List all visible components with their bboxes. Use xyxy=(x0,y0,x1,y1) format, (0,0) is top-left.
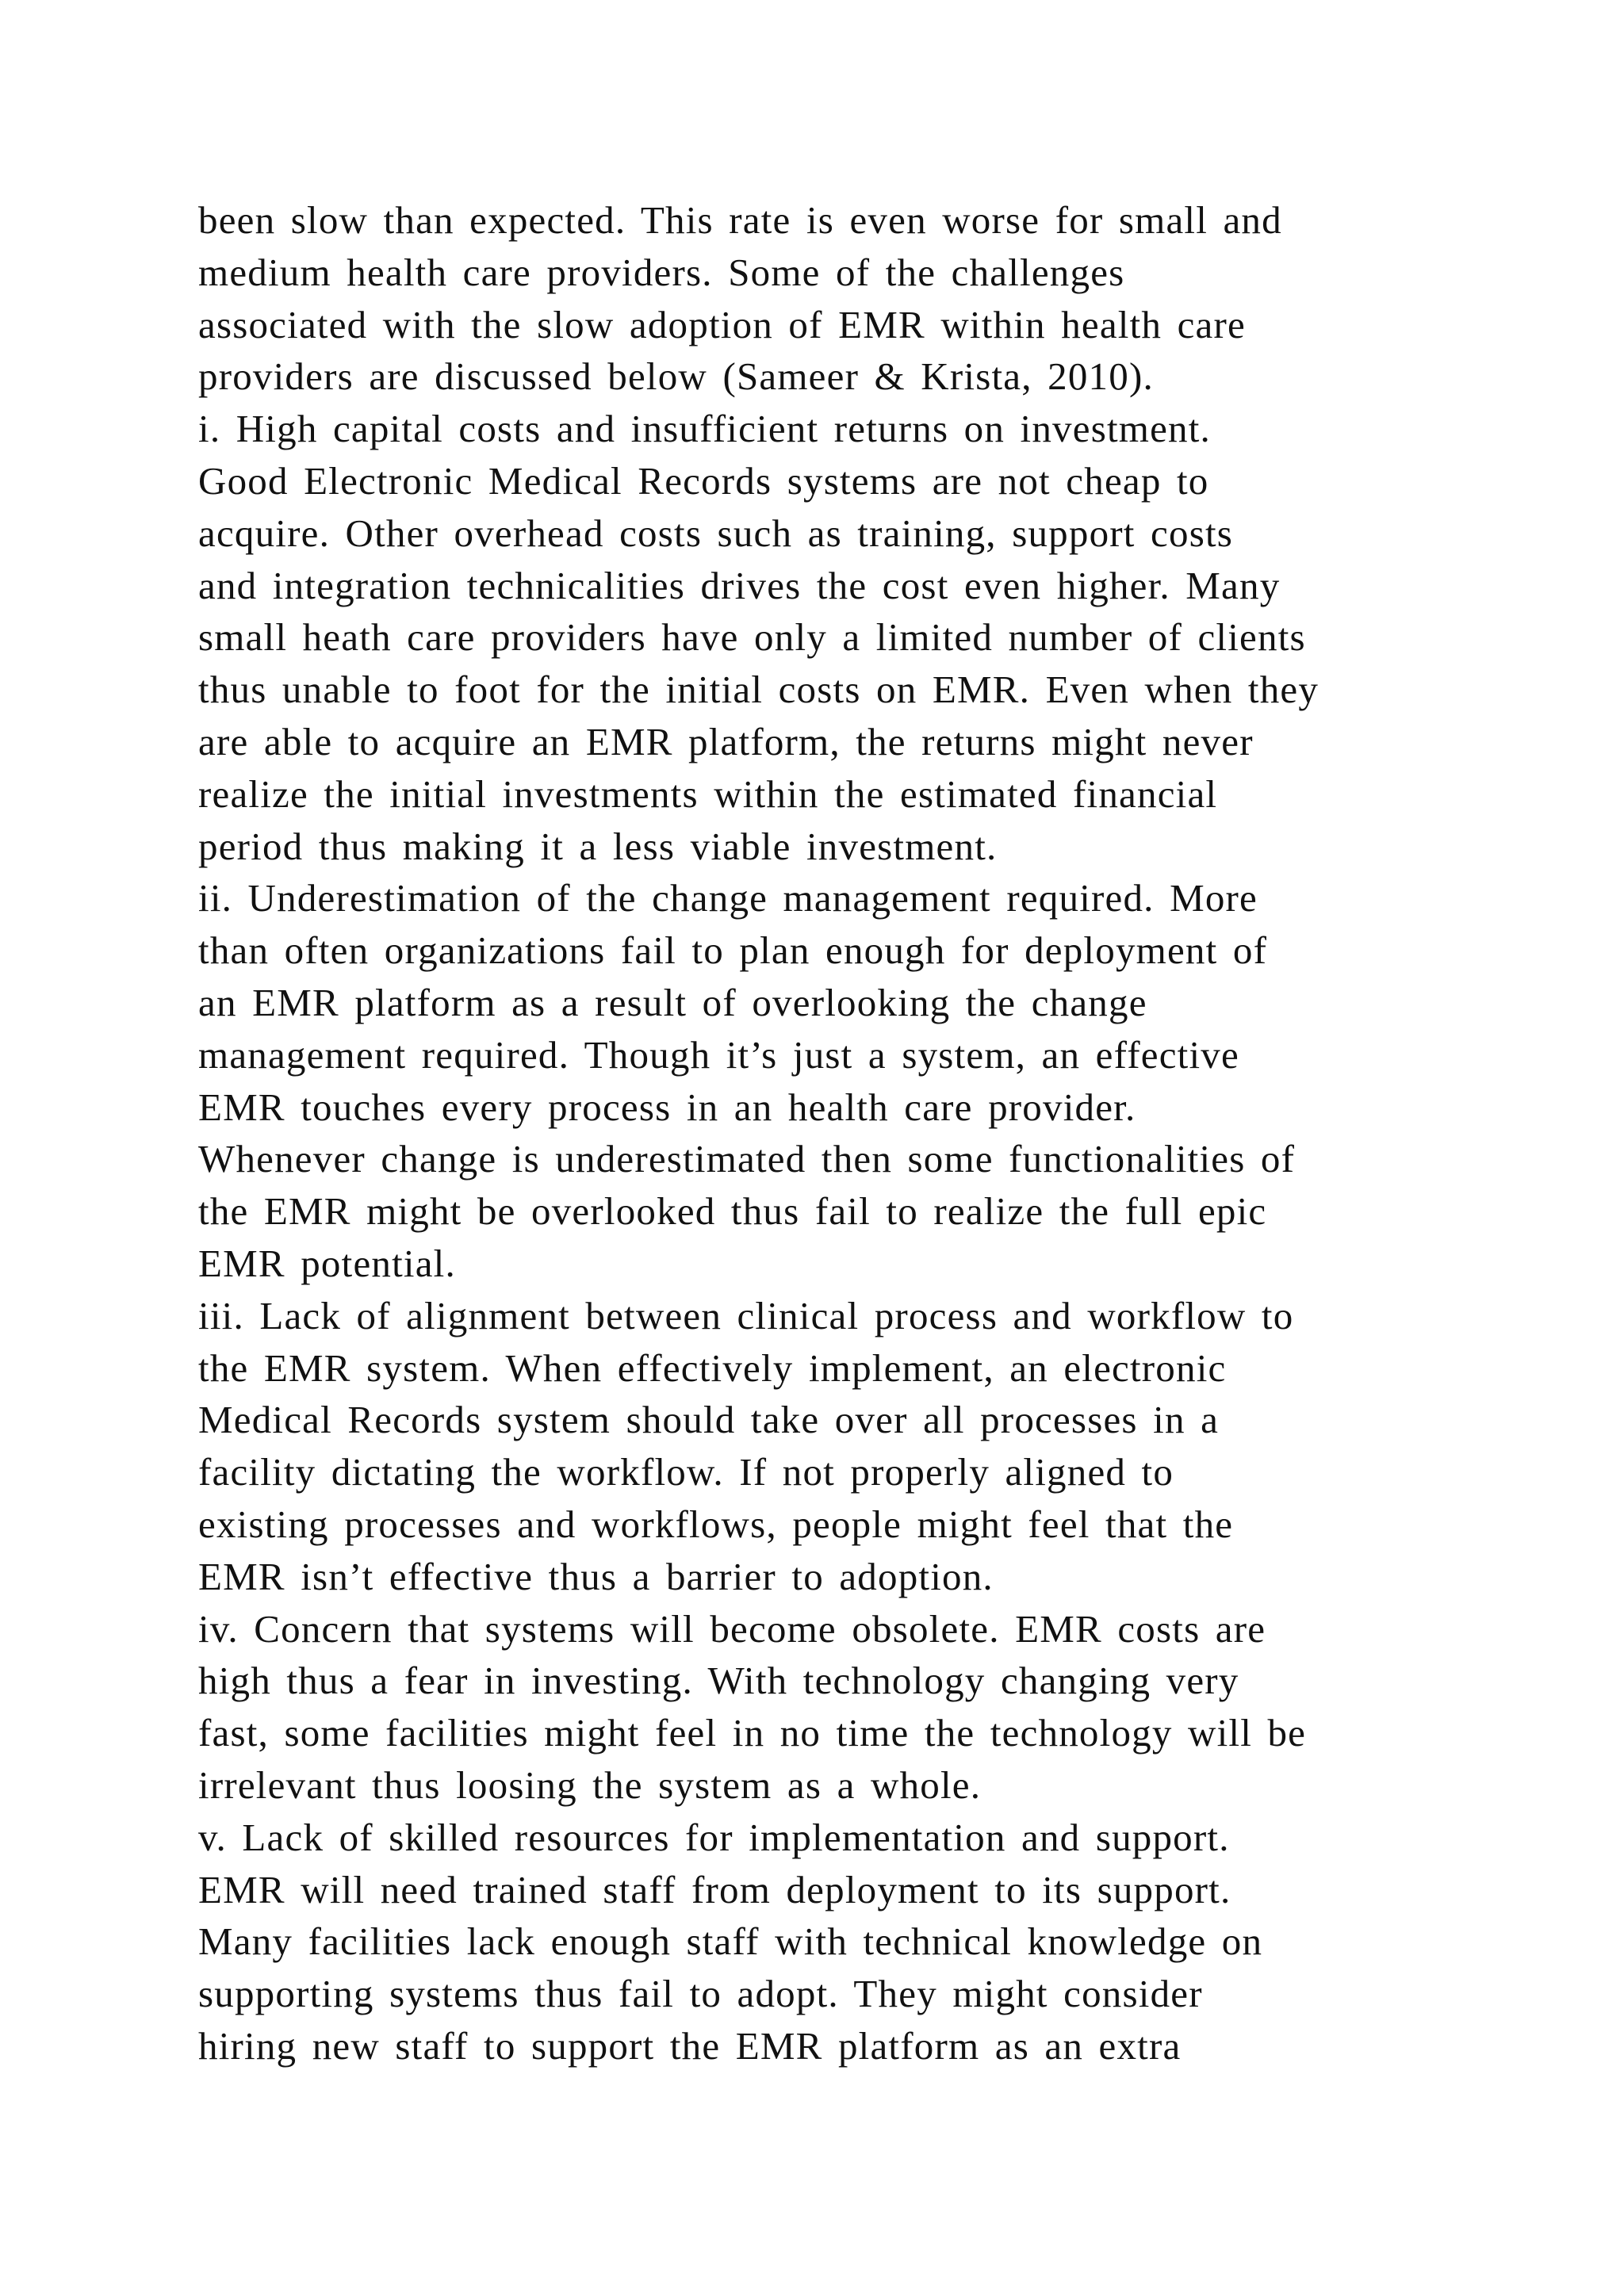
text-line: and integration technicalities drives the cost even higher. Many xyxy=(198,563,1281,607)
text-line: EMR will need trained staff from deployment to its support. xyxy=(198,1867,1231,1911)
text-line: existing processes and workflows, people might feel that the xyxy=(198,1502,1234,1546)
text-line: been slow than expected. This rate is even worse for small and xyxy=(198,198,1282,242)
text-line: management required. Though it’s just a system, an effective xyxy=(198,1032,1239,1077)
text-line: period thus making it a less viable investment. xyxy=(198,824,998,868)
text-line: small heath care providers have only a limited number of clients xyxy=(198,615,1306,660)
text-line: acquire. Other overhead costs such as training, support costs xyxy=(198,511,1234,555)
text-line: high thus a fear in investing. With technology changing very xyxy=(198,1659,1239,1703)
text-line: iv. Concern that systems will become obsolete. EMR costs are xyxy=(198,1606,1266,1651)
text-line: irrelevant thus loosing the system as a whole. xyxy=(198,1762,982,1807)
body-text xyxy=(198,194,1483,2072)
text-line: Many facilities lack enough staff with technical knowledge on xyxy=(198,1919,1263,1964)
text-line: Whenever change is underestimated then some functionalities of xyxy=(198,1137,1296,1181)
text-line: ii. Underestimation of the change management required. More xyxy=(198,876,1258,920)
text-line: supporting systems thus fail to adopt. They might consider xyxy=(198,1972,1203,2016)
text-line: hiring new staff to support the EMR platform as an extra xyxy=(198,2023,1182,2068)
text-line: EMR isn’t effective thus a barrier to adoption. xyxy=(198,1554,994,1598)
text-line: fast, some facilities might feel in no time the technology will be xyxy=(198,1711,1307,1755)
text-line: thus unable to foot for the initial costs on EMR. Even when they xyxy=(198,668,1320,712)
text-line: associated with the slow adoption of EMR within health care xyxy=(198,302,1246,346)
text-line: EMR potential. xyxy=(198,1241,456,1285)
text-line: v. Lack of skilled resources for implementation and support. xyxy=(198,1815,1230,1859)
text-line: the EMR system. When effectively implement, an electronic xyxy=(198,1345,1227,1390)
text-line: realize the initial investments within the estimated financial xyxy=(198,771,1218,816)
text-line: iii. Lack of alignment between clinical process and workflow to xyxy=(198,1293,1294,1337)
text-line: Good Electronic Medical Records systems are not cheap to xyxy=(198,458,1209,503)
text-line: an EMR platform as a result of overlooking the change xyxy=(198,980,1147,1024)
text-line: the EMR might be overlooked thus fail to realize the full epic xyxy=(198,1189,1267,1234)
text-line: Medical Records system should take over all processes in a xyxy=(198,1398,1220,1442)
text-line: EMR touches every process in an health care provider. xyxy=(198,1085,1136,1129)
text-line: i. High capital costs and insufficient returns on investment. xyxy=(198,407,1212,451)
text-line: facility dictating the workflow. If not properly aligned to xyxy=(198,1450,1174,1494)
text-line: than often organizations fail to plan enough for deployment of xyxy=(198,928,1268,973)
text-line: medium health care providers. Some of the challenges xyxy=(198,250,1125,294)
text-line: are able to acquire an EMR platform, the returns might never xyxy=(198,719,1254,763)
text-line: providers are discussed below (Sameer & Krista, 2010). xyxy=(198,354,1154,399)
